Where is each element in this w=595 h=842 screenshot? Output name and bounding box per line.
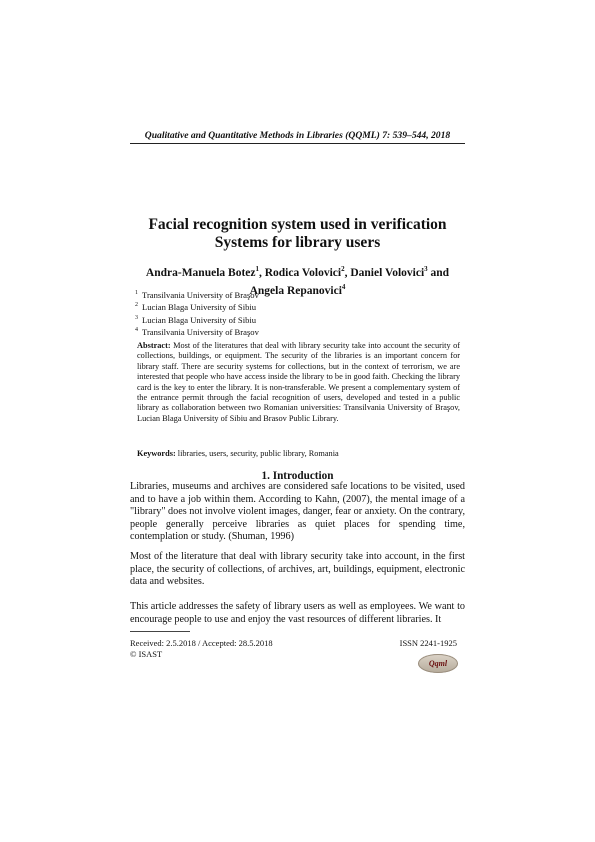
abstract xyxy=(137,341,460,424)
affiliations xyxy=(135,288,259,338)
running-head: Qualitative and Quantitative Methods in Libraries (QQML) 7: 539–544, 2018 xyxy=(144,130,451,141)
author-affil-sup: 4 xyxy=(341,282,346,291)
footnote-rule xyxy=(130,631,190,632)
title-line-2: Systems for library users xyxy=(214,234,381,251)
abstract-label: Abstract: xyxy=(137,341,171,350)
affiliation-number: 3 xyxy=(135,314,138,321)
affiliation-item xyxy=(135,288,259,300)
paper-title xyxy=(130,216,465,252)
copyright: © ISAST xyxy=(130,648,163,659)
page-footer xyxy=(130,638,465,660)
keywords xyxy=(137,449,460,459)
body-paragraph: Most of the literature that deal with library security take into account, in the first place, the security of collections, of archives, art, buildings, equipment, electronic data and websites. xyxy=(130,551,465,588)
qqml-logo xyxy=(418,654,458,673)
author-line-1 xyxy=(130,262,465,280)
author-name: Andra-Manuela Botez xyxy=(145,266,256,279)
author-name: Rodica Volovici xyxy=(264,266,342,279)
affiliation-number: 4 xyxy=(135,327,138,334)
header-rule xyxy=(130,143,465,144)
affiliation-number: 1 xyxy=(135,290,138,296)
body-paragraph: This article addresses the safety of library users as well as employees. We want to encourage people to use and enjoy the vast resources of different libraries. It xyxy=(130,601,465,625)
keywords-text: libraries, users, security, public library, Romania xyxy=(175,449,339,458)
keywords-label: Keywords: xyxy=(137,449,176,458)
author-name: Daniel Volovici xyxy=(350,266,425,279)
author-separator: and xyxy=(427,266,450,279)
affiliation-item xyxy=(135,300,259,312)
author-separator: , xyxy=(258,266,265,279)
qqml-logo-text: Qqml xyxy=(428,659,448,668)
affiliation-text: Lucian Blaga University of Sibiu xyxy=(142,302,257,313)
author-affil-sup: 2 xyxy=(341,265,345,273)
author-separator: , xyxy=(344,266,351,279)
section-heading-introduction: 1. Introduction xyxy=(261,470,334,482)
title-line-1: Facial recognition system used in verification xyxy=(148,216,447,233)
received-accepted-dates: Received: 2.5.2018 / Accepted: 28.5.2018 xyxy=(130,638,273,648)
body-paragraph: Libraries, museums and archives are considered safe locations to be visited, used and to have a job within them. According to Kahn, (2007), the mental image of a "library" does not involve violent images, danger, fear or anxiety. On the contrary, people generally perceive libraries as quiet places for spending time, contemplation or study. (Shuman, 1996) xyxy=(130,481,465,543)
author-affil-sup: 3 xyxy=(424,265,428,273)
affiliation-number: 2 xyxy=(135,302,138,309)
affiliation-item xyxy=(135,313,259,325)
author-name: Angela Repanovici xyxy=(249,284,342,297)
author-affil-sup: 1 xyxy=(255,265,259,273)
abstract-text: Most of the literatures that deal with library security take into account the security of collections, buildings, or equipment. The security of the libraries is an important concern for library staff. There are security systems for collections, but in the context of terrorism, we are interested that people who have access inside the library to be in good faith. Checking the library card is the key to enter the library. It is non-transferable. We present a complementary system of the entrance permit through the facial recognition of users, developed and tested in a public library as collaboration between two Romanian universities: Transilvania University of Braşov, Lucian Blaga University of Sibiu and Brasov Public Library. xyxy=(137,341,460,423)
affiliation-text: Transilvania University of Braşov xyxy=(142,289,259,300)
affiliation-text: Lucian Blaga University of Sibiu xyxy=(142,314,257,325)
affiliation-text: Transilvania University of Braşov xyxy=(142,327,259,338)
affiliation-item xyxy=(135,325,259,337)
issn: ISSN 2241-1925 xyxy=(399,638,457,648)
